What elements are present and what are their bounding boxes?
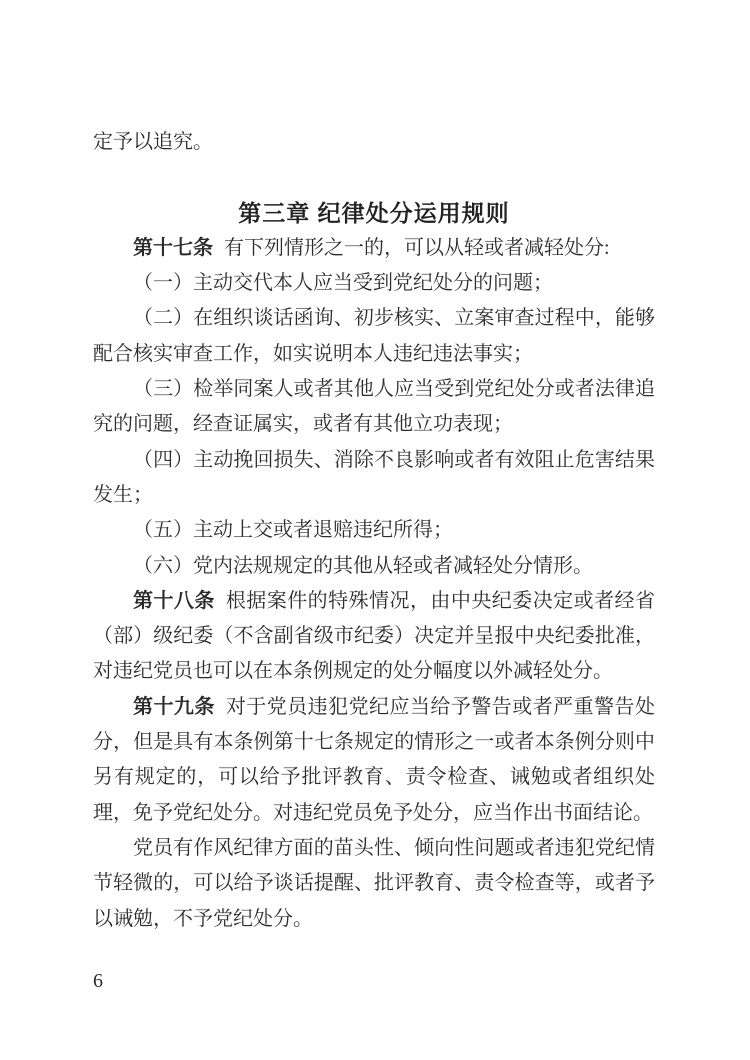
paragraph-text: （六）党内法规规定的其他从轻或者减轻处分情形。 [133,554,593,577]
paragraph-article-18 [93,584,655,690]
clause-item-6 [93,549,655,584]
paragraph-article-19-second [93,831,655,937]
article-number: 第十九条 [133,695,215,718]
clause-item-5 [93,513,655,548]
paragraph-text: 党员有作风纪律方面的苗头性、倾向性问题或者违犯党纪情节轻微的，可以给予谈话提醒、批评教育、责令检查等，或者予以诫勉，不予党纪处分。 [93,836,655,930]
paragraph-text: 根据案件的特殊情况，由中央纪委决定或者经省（部）级纪委（不含副省级市纪委）决定并呈报中央纪委批准，对违纪党员也可以在本条例规定的处分幅度以外减轻处分。 [93,589,656,683]
paragraph-text: 有下列情形之一的，可以从轻或者减轻处分: [224,236,610,259]
paragraph-text: 定予以追究。 [93,131,213,153]
paragraph-article-17 [93,231,655,266]
clause-item-2 [93,301,655,372]
paragraph-text: 对于党员违犯党纪应当给予警告或者严重警告处分，但是具有本条例第十七条规定的情形之一或者本条例分则中另有规定的，可以给予批评教育、责令检查、诫勉或者组织处理，免予党纪处分。对违纪党员免予处分，应当作出书面结论。 [93,695,656,824]
paragraph-text: （五）主动上交或者退赔违纪所得； [133,519,453,542]
paragraph-text: （三）检举同案人或者其他人应当受到党纪处分或者法律追究的问题，经查证属实，或者有其他立功表现； [93,378,655,436]
clause-item-1 [93,266,655,301]
paragraph-text: （四）主动挽回损失、消除不良影响或者有效阻止危害结果发生； [93,448,655,506]
paragraph-continuation [93,125,655,160]
article-number: 第十八条 [133,589,215,612]
article-number: 第十七条 [133,236,213,259]
paragraph-text: （二）在组织谈话函询、初步核实、立案审查过程中，能够配合核实审查工作，如实说明本人违纪违法事实； [93,307,655,365]
chapter-heading: 第三章 纪律处分运用规则 [238,199,510,226]
paragraph-text: （一）主动交代本人应当受到党纪处分的问题； [133,272,553,295]
clause-item-4 [93,443,655,514]
paragraph-article-19 [93,690,655,831]
page-number: 6 [93,970,103,992]
clause-item-3 [93,372,655,443]
